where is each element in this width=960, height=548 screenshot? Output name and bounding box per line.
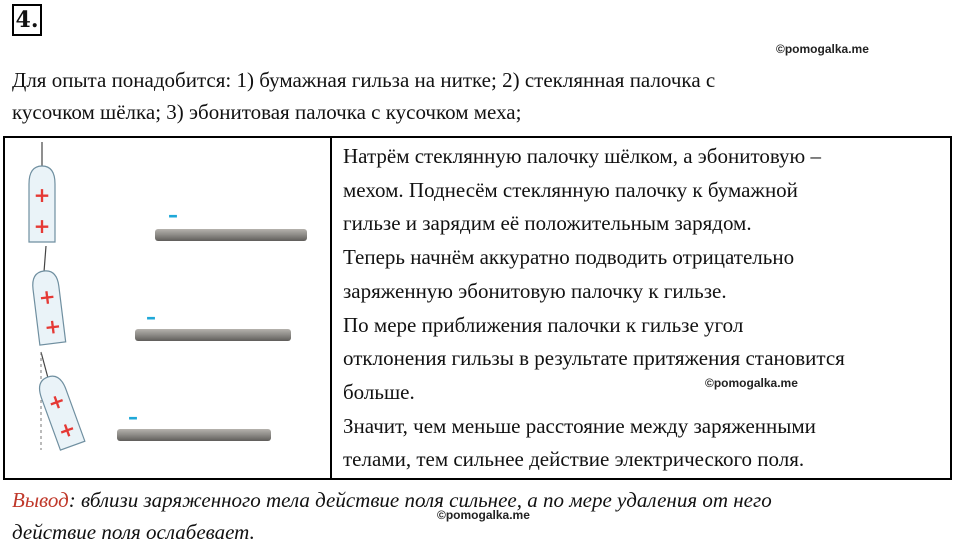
minus-charge: –: [168, 203, 178, 227]
setup-2: [31, 246, 291, 345]
conclusion-line-2: действие поля ослабевает.: [12, 520, 255, 544]
intro-line-2: кусочком шёлка; 3) эбонитовая палочка с кусочком меха;: [12, 100, 522, 124]
experiment-illustration: [5, 138, 330, 478]
conclusion-label: Вывод: [12, 488, 69, 512]
minus-charge: –: [146, 305, 156, 329]
thread-2: [44, 246, 46, 272]
watermark-middle: ©pomogalka.me: [705, 376, 798, 390]
plus-charge: +: [44, 387, 69, 416]
explanation-line: мехом. Поднесём стеклянную палочку к бумажной: [343, 177, 798, 202]
experiment-figure: [5, 138, 330, 478]
watermark-bottom: ©pomogalka.me: [437, 508, 530, 522]
experiment-panel: [3, 136, 952, 480]
conclusion-text-1: : вблизи заряженного тела действие поля сильнее, а по мере удаления от него: [68, 488, 772, 512]
thread-3: [41, 352, 48, 378]
intro-line-1: Для опыта понадобится: 1) бумажная гильза на нитке; 2) стеклянная палочка с: [12, 68, 716, 92]
explanation-line: больше.: [343, 379, 415, 404]
panel-divider: [330, 138, 332, 478]
plus-charge: +: [42, 313, 63, 340]
explanation-line: отклонения гильзы в результате притяжения становится: [343, 346, 845, 371]
intro-text: [12, 64, 952, 128]
minus-charge: –: [128, 405, 138, 429]
plus-charge: +: [54, 415, 79, 444]
explanation-line: Натрём стеклянную палочку шёлком, а эбонитовую –: [343, 144, 821, 168]
explanation-line: Теперь начнём аккуратно подводить отрицательно: [343, 245, 795, 270]
plus-charge: +: [33, 183, 51, 207]
explanation-line: гильзе и зарядим её положительным зарядом.: [343, 211, 752, 236]
explanation-line: Значит, чем меньше расстояние между заряженными: [343, 413, 816, 438]
explanation-line: заряженную эбонитовую палочку к гильзе.: [343, 278, 727, 303]
ebonite-rod-2: [135, 329, 291, 341]
explanation-text: [343, 140, 943, 477]
plus-charge: +: [37, 283, 57, 310]
setup-1: [29, 142, 307, 242]
plus-charge: +: [33, 214, 51, 238]
setup-3: [35, 352, 271, 450]
ebonite-rod-1: [155, 229, 307, 241]
ebonite-rod-3: [117, 429, 271, 441]
watermark-top: ©pomogalka.me: [776, 42, 869, 56]
explanation-line: телами, тем сильнее действие электрического поля.: [343, 447, 805, 472]
explanation-line: По мере приближения палочки к гильзе угол: [343, 312, 744, 337]
task-number: 4.: [12, 4, 42, 36]
